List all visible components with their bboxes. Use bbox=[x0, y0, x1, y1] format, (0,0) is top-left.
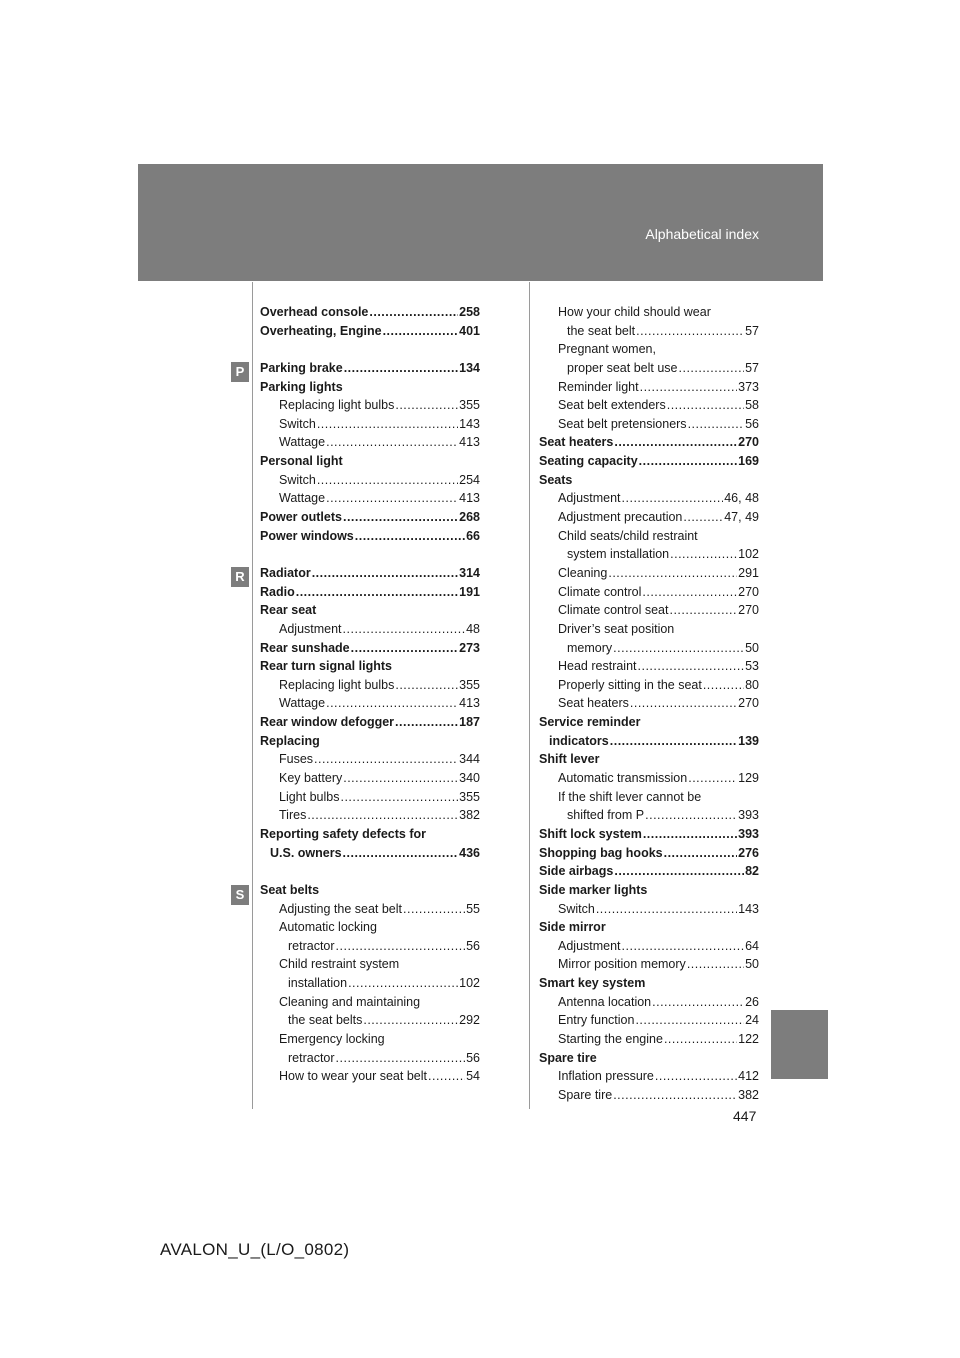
dot-leader bbox=[683, 508, 723, 527]
index-entry-label: Cleaning bbox=[558, 565, 608, 580]
index-entry[interactable] bbox=[260, 396, 480, 415]
index-heading bbox=[260, 955, 480, 974]
index-entry-label: Switch bbox=[558, 901, 595, 916]
index-page-ref[interactable]: 169 bbox=[738, 454, 759, 469]
index-entry-label: Switch bbox=[279, 472, 316, 487]
index-entry-label: Radiator bbox=[260, 565, 311, 580]
index-page-ref[interactable]: 102 bbox=[738, 547, 759, 562]
dot-leader bbox=[336, 1049, 466, 1068]
index-entry[interactable] bbox=[539, 639, 759, 658]
index-entry-label: Seat heaters bbox=[539, 435, 614, 450]
index-page-ref[interactable]: 273 bbox=[459, 640, 480, 655]
index-entry[interactable] bbox=[539, 1067, 759, 1086]
index-entry[interactable] bbox=[539, 993, 759, 1012]
index-page-ref[interactable]: 56 bbox=[466, 938, 480, 953]
index-entry-label: Smart key system bbox=[539, 976, 646, 991]
index-page-ref[interactable]: 57 bbox=[745, 360, 759, 375]
index-page-ref[interactable]: 82 bbox=[745, 864, 759, 879]
index-entry[interactable] bbox=[260, 1067, 480, 1086]
page-number: 447 bbox=[733, 1108, 757, 1124]
index-entry[interactable] bbox=[539, 378, 759, 397]
index-heading bbox=[539, 303, 759, 322]
index-entry[interactable] bbox=[260, 806, 480, 825]
index-heading bbox=[539, 1049, 759, 1068]
dot-leader bbox=[343, 844, 459, 863]
index-page-ref[interactable]: 24 bbox=[745, 1013, 759, 1028]
index-heading bbox=[260, 732, 480, 751]
dot-leader bbox=[669, 601, 737, 620]
dot-leader bbox=[312, 564, 458, 583]
index-entry-label: If the shift lever cannot be bbox=[558, 789, 702, 804]
index-gap bbox=[260, 545, 480, 564]
index-page-ref[interactable]: 53 bbox=[745, 659, 759, 674]
index-entry[interactable] bbox=[260, 1011, 480, 1030]
index-page-ref[interactable]: 134 bbox=[459, 360, 480, 375]
index-heading bbox=[539, 471, 759, 490]
index-entry-label: Adjustment bbox=[558, 491, 621, 506]
dot-leader bbox=[639, 452, 737, 471]
index-page-ref[interactable]: 55 bbox=[466, 901, 480, 916]
letter-tab-p[interactable]: P bbox=[231, 362, 249, 382]
index-entry[interactable] bbox=[539, 545, 759, 564]
index-page-ref[interactable]: 382 bbox=[738, 1087, 759, 1102]
dot-leader bbox=[664, 844, 738, 863]
index-entry-label: Child seats/child restraint bbox=[558, 528, 698, 543]
index-entry-label: Adjustment bbox=[279, 621, 342, 636]
index-entry[interactable] bbox=[539, 862, 759, 881]
index-entry-label: Light bulbs bbox=[279, 789, 340, 804]
dot-leader bbox=[688, 415, 745, 434]
dot-leader bbox=[622, 937, 745, 956]
index-page-ref[interactable]: 54 bbox=[466, 1069, 480, 1084]
dot-leader bbox=[613, 1086, 737, 1105]
index-entry[interactable] bbox=[539, 583, 759, 602]
index-page-ref[interactable]: 102 bbox=[459, 976, 480, 991]
dot-leader bbox=[679, 359, 745, 378]
index-entry-label: Child restraint system bbox=[279, 957, 400, 972]
index-entry[interactable] bbox=[260, 769, 480, 788]
dot-leader bbox=[383, 322, 459, 341]
dot-leader bbox=[652, 993, 744, 1012]
index-entry-label: Seat heaters bbox=[558, 696, 629, 711]
index-gap bbox=[260, 340, 480, 359]
index-entry-label: U.S. owners bbox=[270, 845, 342, 860]
index-entry-label: Mirror position memory bbox=[558, 957, 686, 972]
index-entry[interactable] bbox=[539, 694, 759, 713]
index-entry[interactable] bbox=[260, 583, 480, 602]
dot-leader bbox=[343, 769, 458, 788]
index-entry[interactable] bbox=[539, 489, 759, 508]
index-entry[interactable] bbox=[539, 1030, 759, 1049]
index-entry-label: Rear turn signal lights bbox=[260, 659, 392, 674]
index-page-ref[interactable]: 143 bbox=[459, 416, 480, 431]
dot-leader bbox=[314, 750, 458, 769]
dot-leader bbox=[355, 527, 465, 546]
index-page-ref[interactable]: 191 bbox=[459, 584, 480, 599]
index-page-ref[interactable]: 56 bbox=[466, 1050, 480, 1065]
index-page-ref[interactable]: 292 bbox=[459, 1013, 480, 1028]
index-entry[interactable] bbox=[260, 322, 480, 341]
index-page-ref[interactable]: 64 bbox=[745, 938, 759, 953]
index-page-ref[interactable]: 46, 48 bbox=[724, 491, 759, 506]
dot-leader bbox=[622, 489, 724, 508]
dot-leader bbox=[326, 489, 458, 508]
index-entry[interactable] bbox=[539, 900, 759, 919]
index-entry[interactable] bbox=[539, 359, 759, 378]
index-entry-label: indicators bbox=[549, 733, 609, 748]
index-page-ref[interactable]: 58 bbox=[745, 398, 759, 413]
index-entry-label: Driver’s seat position bbox=[558, 621, 675, 636]
dot-leader bbox=[351, 639, 459, 658]
index-entry-label: retractor bbox=[288, 1050, 335, 1065]
index-entry-label: Seats bbox=[539, 472, 573, 487]
page-title: Alphabetical index bbox=[645, 226, 759, 242]
index-page-ref[interactable]: 393 bbox=[738, 826, 759, 841]
dot-leader bbox=[614, 433, 737, 452]
index-page-ref[interactable]: 355 bbox=[459, 398, 480, 413]
index-heading bbox=[539, 974, 759, 993]
index-entry-label: Rear seat bbox=[260, 603, 317, 618]
index-entry[interactable] bbox=[539, 844, 759, 863]
index-entry[interactable] bbox=[539, 508, 759, 527]
dot-leader bbox=[403, 900, 465, 919]
dot-leader bbox=[635, 1011, 744, 1030]
dot-leader bbox=[703, 676, 744, 695]
index-page-ref[interactable]: 413 bbox=[459, 696, 480, 711]
index-entry[interactable] bbox=[539, 657, 759, 676]
index-entry[interactable] bbox=[260, 564, 480, 583]
index-entry-label: Pregnant women, bbox=[558, 342, 656, 357]
index-entry-label: Head restraint bbox=[558, 659, 637, 674]
index-entry-label: Replacing bbox=[260, 733, 320, 748]
document-code: AVALON_U_(L/O_0802) bbox=[160, 1240, 350, 1259]
index-entry-label: Adjustment precaution bbox=[558, 510, 683, 525]
dot-leader bbox=[344, 359, 458, 378]
index-entry[interactable] bbox=[260, 713, 480, 732]
index-entry[interactable] bbox=[539, 806, 759, 825]
index-entry-label: Service reminder bbox=[539, 715, 641, 730]
index-entry[interactable] bbox=[260, 750, 480, 769]
index-entry[interactable] bbox=[260, 900, 480, 919]
index-page-ref[interactable]: 129 bbox=[738, 771, 759, 786]
index-entry[interactable] bbox=[260, 788, 480, 807]
index-page-ref[interactable]: 48 bbox=[466, 621, 480, 636]
index-entry-label: Power windows bbox=[260, 528, 354, 543]
dot-leader bbox=[667, 396, 744, 415]
index-entry-label: Properly sitting in the seat bbox=[558, 677, 702, 692]
index-page-ref[interactable]: 413 bbox=[459, 491, 480, 506]
index-entry[interactable] bbox=[260, 471, 480, 490]
index-page-ref[interactable]: 355 bbox=[459, 789, 480, 804]
index-entry-label: Adjustment bbox=[558, 938, 621, 953]
index-column-1 bbox=[260, 303, 480, 1086]
index-page-ref[interactable]: 393 bbox=[738, 808, 759, 823]
index-entry-label: Seat belts bbox=[260, 882, 320, 897]
dot-leader bbox=[613, 639, 744, 658]
index-page-ref[interactable]: 80 bbox=[745, 677, 759, 692]
index-entry[interactable] bbox=[260, 433, 480, 452]
index-heading bbox=[260, 601, 480, 620]
index-entry-label: Reminder light bbox=[558, 379, 639, 394]
index-entry-label: Seating capacity bbox=[539, 454, 638, 469]
index-entry-label: Spare tire bbox=[539, 1050, 597, 1065]
index-entry-label: Cleaning and maintaining bbox=[279, 994, 421, 1009]
dot-leader bbox=[343, 508, 458, 527]
dot-leader bbox=[428, 1067, 465, 1086]
dot-leader bbox=[608, 564, 737, 583]
index-entry-label: Automatic transmission bbox=[558, 771, 688, 786]
index-entry[interactable] bbox=[539, 955, 759, 974]
index-heading bbox=[260, 378, 480, 397]
index-entry-label: the seat belt bbox=[567, 323, 636, 338]
index-page-ref[interactable]: 57 bbox=[745, 323, 759, 338]
index-page-ref[interactable]: 373 bbox=[738, 379, 759, 394]
index-entry-label: Replacing light bulbs bbox=[279, 398, 395, 413]
dot-leader bbox=[395, 676, 458, 695]
index-page-ref[interactable]: 56 bbox=[745, 416, 759, 431]
index-entry-label: Switch bbox=[279, 416, 316, 431]
index-entry-label: Shopping bag hooks bbox=[539, 845, 663, 860]
index-entry[interactable] bbox=[260, 359, 480, 378]
index-entry[interactable] bbox=[539, 415, 759, 434]
index-entry-label: How to wear your seat belt bbox=[279, 1069, 427, 1084]
index-entry-label: system installation bbox=[567, 547, 670, 562]
index-entry-label: Spare tire bbox=[558, 1087, 613, 1102]
index-entry[interactable] bbox=[260, 676, 480, 695]
index-entry-label: How your child should wear bbox=[558, 305, 711, 319]
letter-tab-s[interactable]: S bbox=[231, 885, 249, 905]
dot-leader bbox=[395, 396, 458, 415]
index-entry-label: Wattage bbox=[279, 696, 326, 711]
index-entry[interactable] bbox=[260, 303, 480, 322]
dot-leader bbox=[336, 937, 466, 956]
index-page-ref[interactable]: 412 bbox=[738, 1069, 759, 1084]
index-entry-label: Emergency locking bbox=[279, 1031, 385, 1046]
index-entry-label: Side mirror bbox=[539, 920, 606, 935]
dot-leader bbox=[296, 583, 458, 602]
index-heading bbox=[539, 527, 759, 546]
index-entry[interactable] bbox=[260, 639, 480, 658]
index-entry-label: Side airbags bbox=[539, 864, 614, 879]
index-gap bbox=[260, 862, 480, 881]
index-entry[interactable] bbox=[260, 508, 480, 527]
dot-leader bbox=[596, 900, 737, 919]
index-page-ref[interactable]: 401 bbox=[459, 323, 480, 338]
index-heading bbox=[539, 918, 759, 937]
index-heading bbox=[539, 881, 759, 900]
letter-tab-r[interactable]: R bbox=[231, 567, 249, 587]
dot-leader bbox=[640, 378, 738, 397]
index-entry[interactable] bbox=[260, 489, 480, 508]
index-heading bbox=[260, 825, 480, 844]
dot-leader bbox=[642, 583, 737, 602]
dot-leader bbox=[307, 806, 458, 825]
dot-leader bbox=[363, 1011, 458, 1030]
index-entry-label: Rear window defogger bbox=[260, 715, 395, 730]
index-page-ref[interactable]: 47, 49 bbox=[724, 510, 759, 525]
index-heading bbox=[539, 788, 759, 807]
index-entry[interactable] bbox=[539, 676, 759, 695]
index-entry-label: memory bbox=[567, 640, 613, 655]
index-entry-label: Adjusting the seat belt bbox=[279, 901, 402, 916]
index-heading bbox=[539, 340, 759, 359]
index-entry-label: Starting the engine bbox=[558, 1031, 663, 1046]
index-entry[interactable] bbox=[539, 937, 759, 956]
index-entry-label: proper seat belt use bbox=[567, 360, 678, 375]
index-page-ref[interactable]: 122 bbox=[738, 1031, 759, 1046]
index-entry-label: Seat belt extenders bbox=[558, 398, 666, 413]
index-heading bbox=[260, 452, 480, 471]
index-entry[interactable] bbox=[539, 322, 759, 341]
index-page-ref[interactable]: 50 bbox=[745, 957, 759, 972]
index-entry[interactable] bbox=[539, 732, 759, 751]
header-band bbox=[138, 164, 823, 281]
index-page-ref[interactable]: 26 bbox=[745, 994, 759, 1009]
index-entry-label: Radio bbox=[260, 584, 295, 599]
index-entry-label: Tires bbox=[279, 808, 307, 823]
index-entry[interactable] bbox=[539, 1086, 759, 1105]
index-page-ref[interactable]: 340 bbox=[459, 771, 480, 786]
index-entry-label: Personal light bbox=[260, 454, 343, 469]
dot-leader bbox=[317, 471, 458, 490]
index-entry-label: Inflation pressure bbox=[558, 1069, 654, 1084]
index-entry[interactable] bbox=[260, 1049, 480, 1068]
index-page-ref[interactable]: 270 bbox=[738, 584, 759, 599]
section-thumb-tab bbox=[771, 1010, 828, 1079]
dot-leader bbox=[343, 620, 466, 639]
index-page-ref[interactable]: 291 bbox=[738, 565, 759, 580]
index-entry-label: Shift lock system bbox=[539, 826, 642, 841]
index-entry[interactable] bbox=[260, 974, 480, 993]
index-entry-label: Overheating, Engine bbox=[260, 323, 382, 338]
index-page-ref[interactable]: 143 bbox=[738, 901, 759, 916]
index-entry-label: the seat belts bbox=[288, 1013, 363, 1028]
index-page-ref[interactable]: 436 bbox=[459, 845, 480, 860]
dot-leader bbox=[326, 694, 458, 713]
index-entry[interactable] bbox=[260, 844, 480, 863]
index-entry-label: Climate control bbox=[558, 584, 642, 599]
index-entry-label: Key battery bbox=[279, 771, 343, 786]
index-page-ref[interactable]: 344 bbox=[459, 752, 480, 767]
dot-leader bbox=[670, 545, 737, 564]
dot-leader bbox=[614, 862, 744, 881]
index-entry-label: retractor bbox=[288, 938, 335, 953]
index-page-ref[interactable]: 355 bbox=[459, 677, 480, 692]
dot-leader bbox=[395, 713, 458, 732]
index-entry[interactable] bbox=[539, 452, 759, 471]
index-heading bbox=[539, 620, 759, 639]
index-page-ref[interactable]: 382 bbox=[459, 808, 480, 823]
index-entry-label: Reporting safety defects for bbox=[260, 826, 427, 841]
index-entry[interactable] bbox=[539, 564, 759, 583]
dot-leader bbox=[688, 769, 737, 788]
index-entry-label: Wattage bbox=[279, 491, 326, 506]
dot-leader bbox=[687, 955, 744, 974]
dot-leader bbox=[610, 732, 737, 751]
index-page-ref[interactable]: 66 bbox=[466, 528, 480, 543]
dot-leader bbox=[317, 415, 458, 434]
index-entry-label: Power outlets bbox=[260, 510, 342, 525]
index-heading bbox=[260, 1030, 480, 1049]
index-entry-label: Parking brake bbox=[260, 360, 343, 375]
index-entry-label: Wattage bbox=[279, 435, 326, 450]
dot-leader bbox=[340, 788, 458, 807]
index-heading bbox=[260, 657, 480, 676]
index-entry-label: Antenna location bbox=[558, 994, 652, 1009]
dot-leader bbox=[636, 322, 744, 341]
dot-leader bbox=[326, 433, 458, 452]
index-heading bbox=[539, 750, 759, 769]
index-entry-label: Automatic locking bbox=[279, 920, 377, 935]
dot-leader bbox=[664, 1030, 737, 1049]
index-page-ref[interactable]: 270 bbox=[738, 603, 759, 618]
index-entry-label: Seat belt pretensioners bbox=[558, 416, 687, 431]
index-entry[interactable] bbox=[260, 620, 480, 639]
index-page-ref[interactable]: 413 bbox=[459, 435, 480, 450]
index-entry-label: Side marker lights bbox=[539, 882, 648, 897]
index-entry-label: Replacing light bulbs bbox=[279, 677, 395, 692]
index-page-ref[interactable]: 314 bbox=[459, 565, 480, 580]
index-heading bbox=[260, 881, 480, 900]
index-entry[interactable] bbox=[539, 433, 759, 452]
index-entry-label: Shift lever bbox=[539, 752, 600, 767]
index-entry[interactable] bbox=[539, 601, 759, 620]
index-page-ref[interactable]: 258 bbox=[459, 305, 480, 319]
index-column-2 bbox=[539, 303, 759, 1105]
index-entry-label: Fuses bbox=[279, 752, 314, 767]
index-entry[interactable] bbox=[260, 415, 480, 434]
dot-leader bbox=[655, 1067, 737, 1086]
index-entry[interactable] bbox=[260, 694, 480, 713]
index-page-ref[interactable]: 139 bbox=[738, 733, 759, 748]
index-entry-label: Climate control seat bbox=[558, 603, 669, 618]
index-page-ref[interactable]: 276 bbox=[738, 845, 759, 860]
index-page-ref[interactable]: 187 bbox=[459, 715, 480, 730]
index-page-ref[interactable]: 254 bbox=[459, 472, 480, 487]
index-heading bbox=[260, 918, 480, 937]
index-heading bbox=[260, 993, 480, 1012]
dot-leader bbox=[348, 974, 458, 993]
column-divider-left bbox=[252, 282, 253, 1109]
dot-leader bbox=[630, 694, 737, 713]
index-entry-label: Entry function bbox=[558, 1013, 635, 1028]
dot-leader bbox=[369, 303, 458, 322]
index-entry[interactable] bbox=[260, 937, 480, 956]
index-page-ref[interactable]: 270 bbox=[738, 435, 759, 450]
index-entry-label: Parking lights bbox=[260, 379, 343, 394]
index-entry[interactable] bbox=[539, 1011, 759, 1030]
index-page-ref[interactable]: 50 bbox=[745, 640, 759, 655]
index-entry-label: shifted from P bbox=[567, 808, 645, 823]
column-divider-middle bbox=[529, 282, 530, 1109]
index-entry-label: installation bbox=[288, 976, 348, 991]
index-entry[interactable] bbox=[539, 769, 759, 788]
dot-leader bbox=[638, 657, 745, 676]
index-entry-label: Overhead console bbox=[260, 305, 369, 319]
index-entry[interactable] bbox=[539, 825, 759, 844]
index-page-ref[interactable]: 268 bbox=[459, 510, 480, 525]
index-heading bbox=[539, 713, 759, 732]
index-page-ref[interactable]: 270 bbox=[738, 696, 759, 711]
dot-leader bbox=[645, 806, 737, 825]
index-entry[interactable] bbox=[260, 527, 480, 546]
index-entry[interactable] bbox=[539, 396, 759, 415]
index-entry-label: Rear sunshade bbox=[260, 640, 350, 655]
dot-leader bbox=[643, 825, 737, 844]
